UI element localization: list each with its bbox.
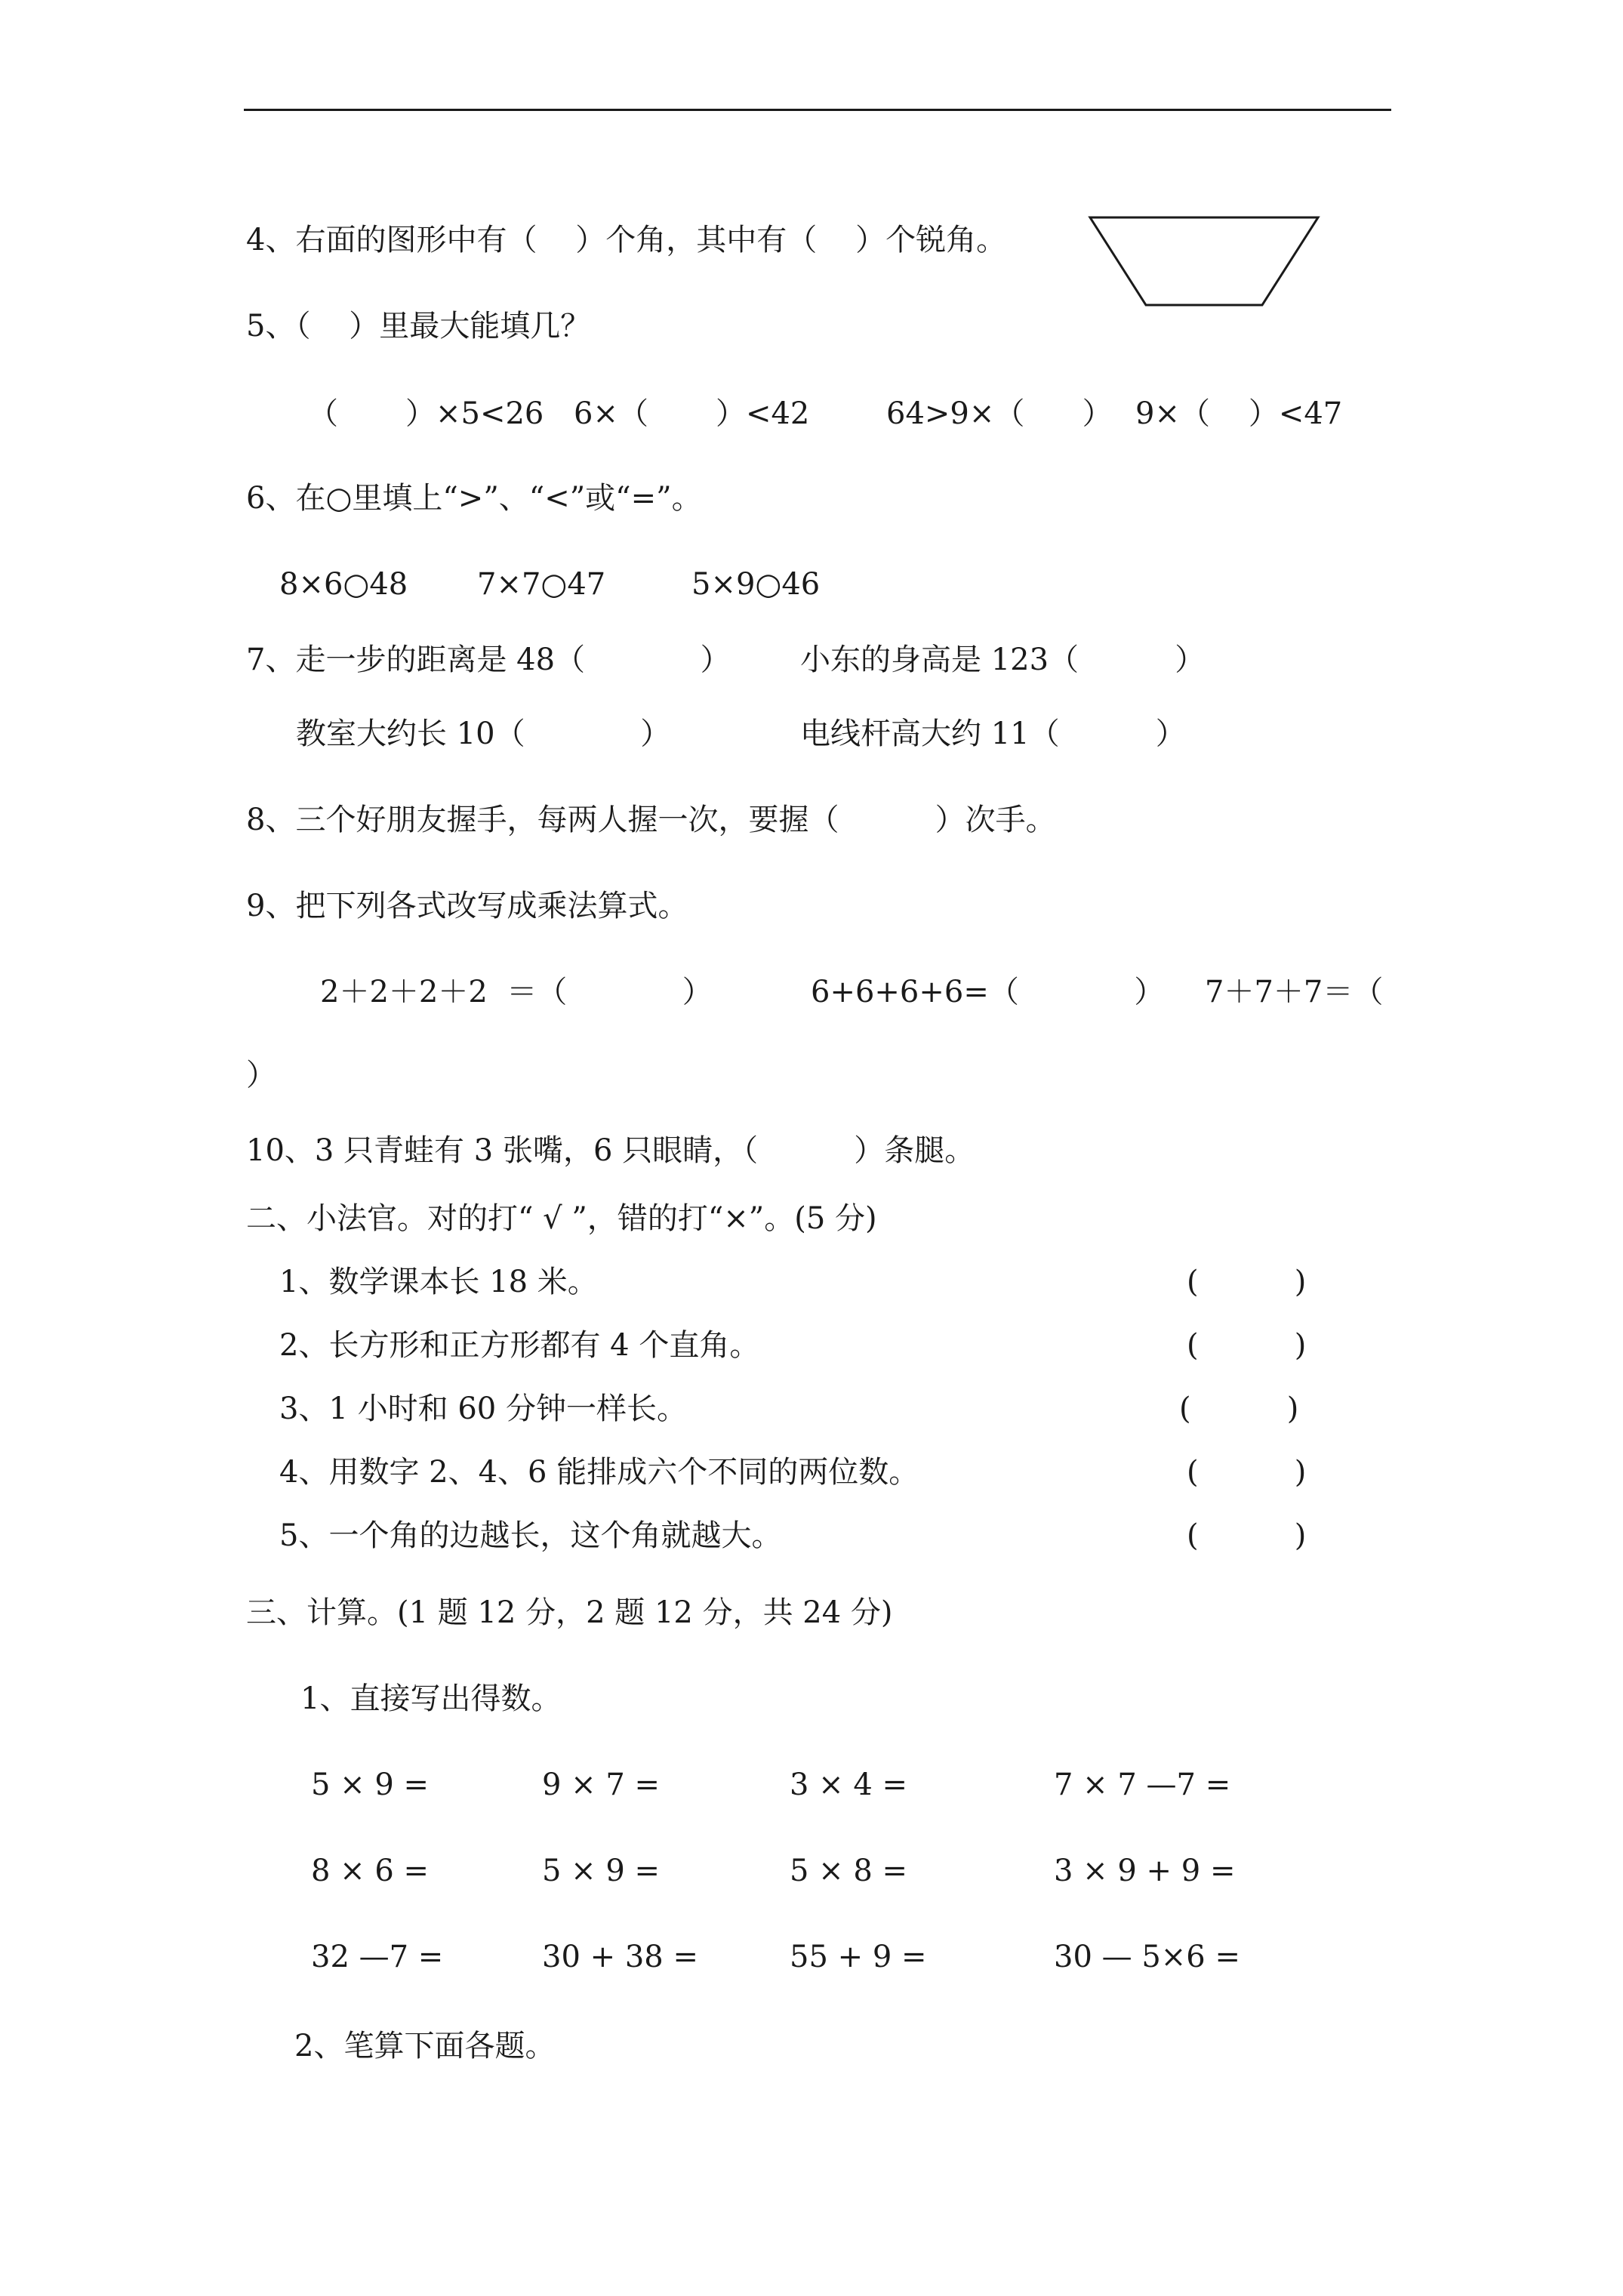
judge-item-2: 2、长方形和正方形都有 4 个直角。 [279,1328,760,1363]
question-6-item-b: 7×7○47 [477,567,606,602]
question-7-item-b: 小东的身高是 123（ ） [800,643,1206,677]
calc-row-2-item-4: 3 × 9 + 9 = [1054,1854,1236,1888]
calc-part-2-heading: 2、笔算下面各题。 [294,2029,556,2063]
question-9-item-a: 2＋2＋2＋2 ＝（ ） [320,975,713,1009]
question-9-item-b: 6+6+6+6=（ ） [811,975,1165,1009]
question-5-item-b: 6×（ ）<42 [574,396,810,431]
question-5-item-c: 64>9×（ ） [886,396,1113,431]
question-7-item-a: 7、走一步的距离是 48（ ） [246,643,731,677]
question-7-item-c: 教室大约长 10（ ） [296,717,671,751]
calc-row-3-item-1: 32 —7 = [311,1940,444,1974]
calc-row-1-item-3: 3 × 4 = [790,1767,908,1802]
question-4: 4、右面的图形中有（ ）个角，其中有（ ）个锐角。 [246,223,1007,257]
calc-row-2-item-3: 5 × 8 = [790,1854,908,1888]
question-9: 9、把下列各式改写成乘法算式。 [246,889,688,923]
question-5-item-d: 9×（ ）<47 [1135,396,1343,431]
judge-item-1-answer: ( ) [1187,1265,1307,1299]
calc-row-1-item-1: 5 × 9 = [311,1767,430,1802]
judge-item-4-answer: ( ) [1187,1455,1307,1490]
question-6: 6、在○里填上“>”、“<”或“=”。 [246,481,702,516]
question-10: 10、3 只青蛙有 3 张嘴，6 只眼睛，（ ）条腿。 [246,1133,975,1168]
judge-item-2-answer: ( ) [1187,1328,1307,1363]
section-3-heading: 三、计算。(1 题 12 分，2 题 12 分，共 24 分) [246,1595,893,1630]
trapezoid-figure [1087,214,1323,310]
judge-item-3-answer: ( ) [1179,1391,1299,1426]
calc-row-3-item-3: 55 + 9 = [790,1940,927,1974]
calc-row-1-item-4: 7 × 7 —7 = [1054,1767,1231,1802]
question-9-item-c-end: ） [246,1058,276,1093]
question-8: 8、三个好朋友握手，每两人握一次，要握（ ）次手。 [246,803,1056,837]
section-2-heading: 二、小法官。对的打“ √ ”，错的打“×”。(5 分) [246,1201,877,1236]
judge-item-1: 1、数学课本长 18 米。 [279,1265,598,1299]
judge-item-5-answer: ( ) [1187,1518,1307,1553]
judge-item-5: 5、一个角的边越长，这个角就越大。 [279,1518,782,1553]
calc-row-1-item-2: 9 × 7 = [542,1767,661,1802]
calc-row-2-item-2: 5 × 9 = [542,1854,661,1888]
calc-row-3-item-2: 30 + 38 = [542,1940,698,1974]
question-7-item-d: 电线杆高大约 11（ ） [800,717,1186,751]
judge-item-4: 4、用数字 2、4、6 能排成六个不同的两位数。 [279,1455,919,1490]
header-rule [244,109,1391,111]
calc-part-1-heading: 1、直接写出得数。 [300,1681,562,1716]
calc-row-3-item-4: 30 — 5×6 = [1054,1940,1240,1974]
judge-item-3: 3、1 小时和 60 分钟一样长。 [279,1391,687,1426]
question-6-item-a: 8×6○48 [279,567,408,602]
question-5-item-a: （ ）×5<26 [308,396,544,431]
calc-row-2-item-1: 8 × 6 = [311,1854,430,1888]
question-5: 5、（ ）里最大能填几？ [246,309,591,344]
question-9-item-c: 7＋7＋7＝（ [1205,975,1384,1009]
question-6-item-c: 5×9○46 [691,567,821,602]
